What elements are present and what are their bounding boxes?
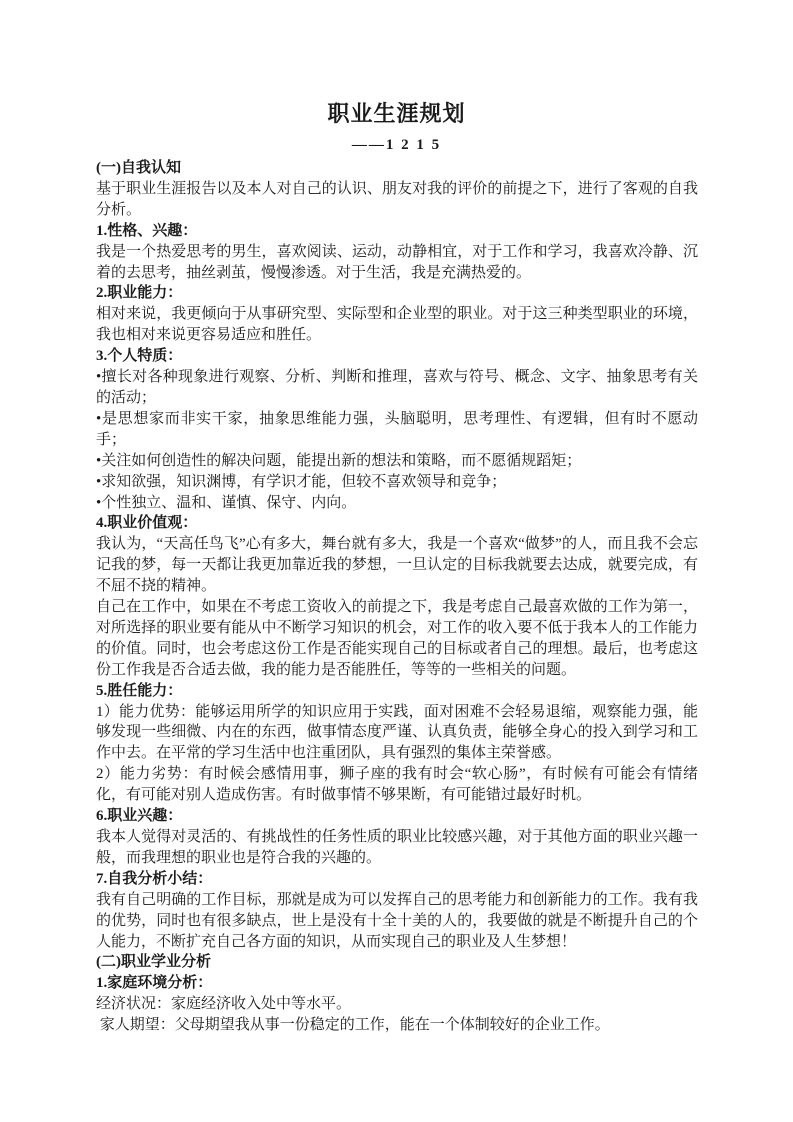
sub-heading: 3.个人特质： bbox=[96, 348, 183, 365]
paragraph: 2）能力劣势：有时候会感情用事，狮子座的我有时会“软心肠”，有时候有可能会有情绪化，有可能对别人造成伤害。有时做事情不够果断，有可能错过最好时机。 bbox=[96, 766, 698, 804]
paragraph: 基于职业生涯报告以及本人对自己的认识、朋友对我的评价的前提之下，进行了客观的自我分析。 bbox=[96, 180, 698, 218]
sub-heading: 5.胜任能力： bbox=[96, 682, 183, 699]
sub-heading: 6.职业兴趣： bbox=[96, 808, 183, 825]
paragraph: 家人期望：父母期望我从事一份稳定的工作，能在一个体制较好的企业工作。 bbox=[96, 1017, 610, 1034]
sub-heading: 1.性格、兴趣： bbox=[96, 222, 198, 239]
document-body bbox=[96, 158, 698, 1036]
paragraph: 我有自己明确的工作目标，那就是成为可以发挥自己的思考能力和创新能力的工作。我有我的优势，同时也有很多缺点，世上是没有十全十美的人的，我要做的就是不断提升自己的个人能力，不断扩充自己各方面的知识，从而实现自己的职业及人生梦想！ bbox=[96, 891, 698, 950]
bullet-item: •个性独立、温和、谨慎、保守、内向。 bbox=[96, 494, 357, 511]
bullet-item: •是思想家而非实干家，抽象思维能力强，头脑聪明，思考理性、有逻辑，但有时不愿动手； bbox=[96, 410, 698, 448]
paragraph: 1）能力优势：能够运用所学的知识应用于实践，面对困难不会轻易退缩，观察能力强，能够发现一些细微、内在的东西，做事情态度严谨、认真负责，能够全身心的投入到学习和工作中去。在平常的学习生活中也注重团队，具有强烈的集体主荣誉感。 bbox=[96, 703, 698, 762]
section-heading: (一)自我认知 bbox=[96, 160, 181, 176]
sub-heading: 1.家庭环境分析： bbox=[96, 975, 213, 992]
paragraph: 经济状况：家庭经济收入处中等水平。 bbox=[96, 996, 352, 1013]
paragraph: 我是一个热爱思考的男生，喜欢阅读、运动，动静相宜，对于工作和学习，我喜欢冷静、沉着的去思考，抽丝剥茧，慢慢渗透。对于生活，我是充满热爱的。 bbox=[96, 243, 698, 281]
section-heading: (二)职业学业分析 bbox=[96, 954, 211, 971]
sub-heading: 4.职业价值观： bbox=[96, 515, 198, 532]
paragraph: 自己在工作中，如果在不考虑工资收入的前提之下，我是考虑自己最喜欢做的工作为第一，对所选择的职业要有能从中不断学习知识的机会，对工作的收入要不低于我本人的工作能力的价值。同时，也会考虑这份工作是否能实现自己的目标或者自己的理想。最后，也考虑这份工作我是否合适去做，我的能力是否能胜任，等等的一些相关的问题。 bbox=[96, 599, 698, 678]
sub-heading: 2.职业能力： bbox=[96, 285, 183, 302]
document-subtitle: ——1 2 1 5 bbox=[351, 137, 442, 153]
bullet-item: •求知欲强，知识渊博，有学识才能，但较不喜欢领导和竞争； bbox=[96, 473, 507, 490]
paragraph: 我本人觉得对灵活的、有挑战性的任务性质的职业比较感兴趣，对于其他方面的职业兴趣一般，而我理想的职业也是符合我的兴趣的。 bbox=[96, 829, 698, 866]
paragraph: 我认为，“天高任鸟飞”心有多大，舞台就有多大，我是一个喜欢“做梦”的人，而且我不会忘记我的梦，每一天都让我更加靠近我的梦想，一旦认定的目标我就要去达成，就要完成，有不屈不挠的精神。 bbox=[96, 536, 698, 595]
bullet-item: •擅长对各种现象进行观察、分析、判断和推理，喜欢与符号、概念、文字、抽象思考有关的活动； bbox=[96, 369, 698, 406]
paragraph: 相对来说，我更倾向于从事研究型、实际型和企业型的职业。对于这三种类型职业的环境，我也相对来说更容易适应和胜任。 bbox=[96, 306, 698, 344]
bullet-item: •关注如何创造性的解决问题，能提出新的想法和策略，而不愿循规蹈矩； bbox=[96, 452, 582, 469]
document-title: 职业生涯规划 bbox=[327, 101, 466, 126]
sub-heading: 7.自我分析小结： bbox=[96, 870, 213, 887]
